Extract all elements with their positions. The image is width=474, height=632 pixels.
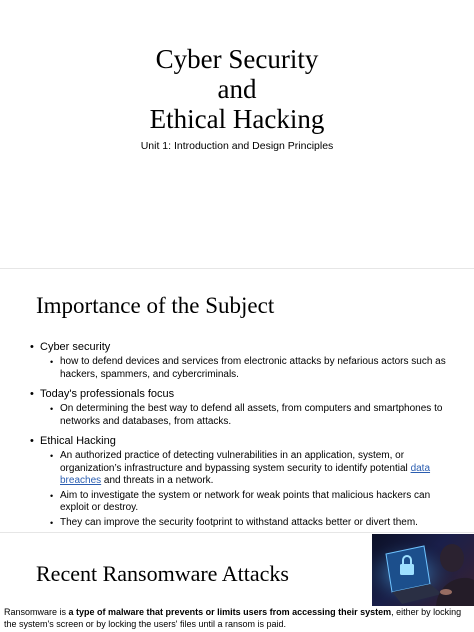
sub-item-text: They can improve the security footprint to withstand attacks better or divert them.: [60, 516, 418, 528]
list-item: [30, 434, 460, 448]
list-item-label: Cyber security: [40, 341, 111, 353]
title-line-1: Cyber Security: [155, 44, 319, 74]
para-end: , either by locking the system's screen or by locking the users' files until a ransom is paid.: [4, 607, 462, 629]
slide-divider: [0, 268, 474, 269]
bullet-icon: •: [50, 357, 54, 367]
list-item: [30, 387, 460, 401]
slide-heading: Recent Ransomware Attacks: [36, 561, 289, 586]
bullet-icon: •: [50, 517, 54, 528]
laptop-padlock-icon: [372, 534, 474, 606]
laptop-padlock-photo: [372, 534, 474, 606]
list-item-label: Ethical Hacking: [40, 435, 116, 447]
bullet-icon: •: [30, 388, 34, 400]
data-breaches-link[interactable]: data breaches: [60, 462, 431, 486]
bullet-icon: •: [30, 435, 34, 447]
importance-slide: [0, 270, 474, 532]
bullet-icon: •: [50, 404, 54, 414]
bullet-icon: •: [50, 451, 54, 461]
sub-list-item: [50, 403, 460, 428]
title-line-3: Ethical Hacking: [149, 104, 325, 134]
sub-list-item: [50, 356, 460, 381]
sub-item-text: On determining the best way to defend all assets, from computers and smartphones to networks and databases, from attacks.: [60, 403, 443, 427]
title-slide: [0, 0, 474, 268]
sub-item-text: Aim to investigate the system or network for weak points that malicious hackers can exploit or destroy.: [60, 489, 431, 513]
sub-item-text-start: An authorized practice of detecting vulnerabilities in an application, system, or organization’s infrastructure and bypassing system security to identify potential: [60, 450, 411, 474]
slide-divider: [0, 532, 474, 533]
list-item: [30, 340, 460, 354]
sub-list-item: [50, 490, 460, 515]
para-start: Ransomware is: [4, 607, 69, 617]
list-item-label: Today's professionals focus: [40, 388, 175, 400]
bullet-list: [30, 340, 460, 529]
ransomware-slide: [0, 534, 474, 632]
sub-item-text-end: and threats in a network.: [101, 475, 214, 486]
sub-list-item: [50, 450, 460, 488]
ransomware-definition: [4, 606, 470, 630]
sub-item-text: how to defend devices and services from electronic attacks by nefarious actors such as hackers, spammers, and cybercriminals.: [60, 356, 446, 380]
bullet-icon: •: [30, 341, 34, 353]
sub-item-text: [60, 450, 460, 488]
title-line-2: and: [217, 74, 257, 104]
sub-list-item: [50, 517, 460, 530]
bullet-icon: •: [50, 490, 54, 501]
unit-subtitle: Unit 1: Introduction and Design Principles: [140, 140, 334, 152]
para-bold: a type of malware that prevents or limits users from accessing their system: [68, 607, 392, 617]
main-title: [0, 44, 474, 134]
slide-heading: Importance of the Subject: [36, 293, 275, 318]
